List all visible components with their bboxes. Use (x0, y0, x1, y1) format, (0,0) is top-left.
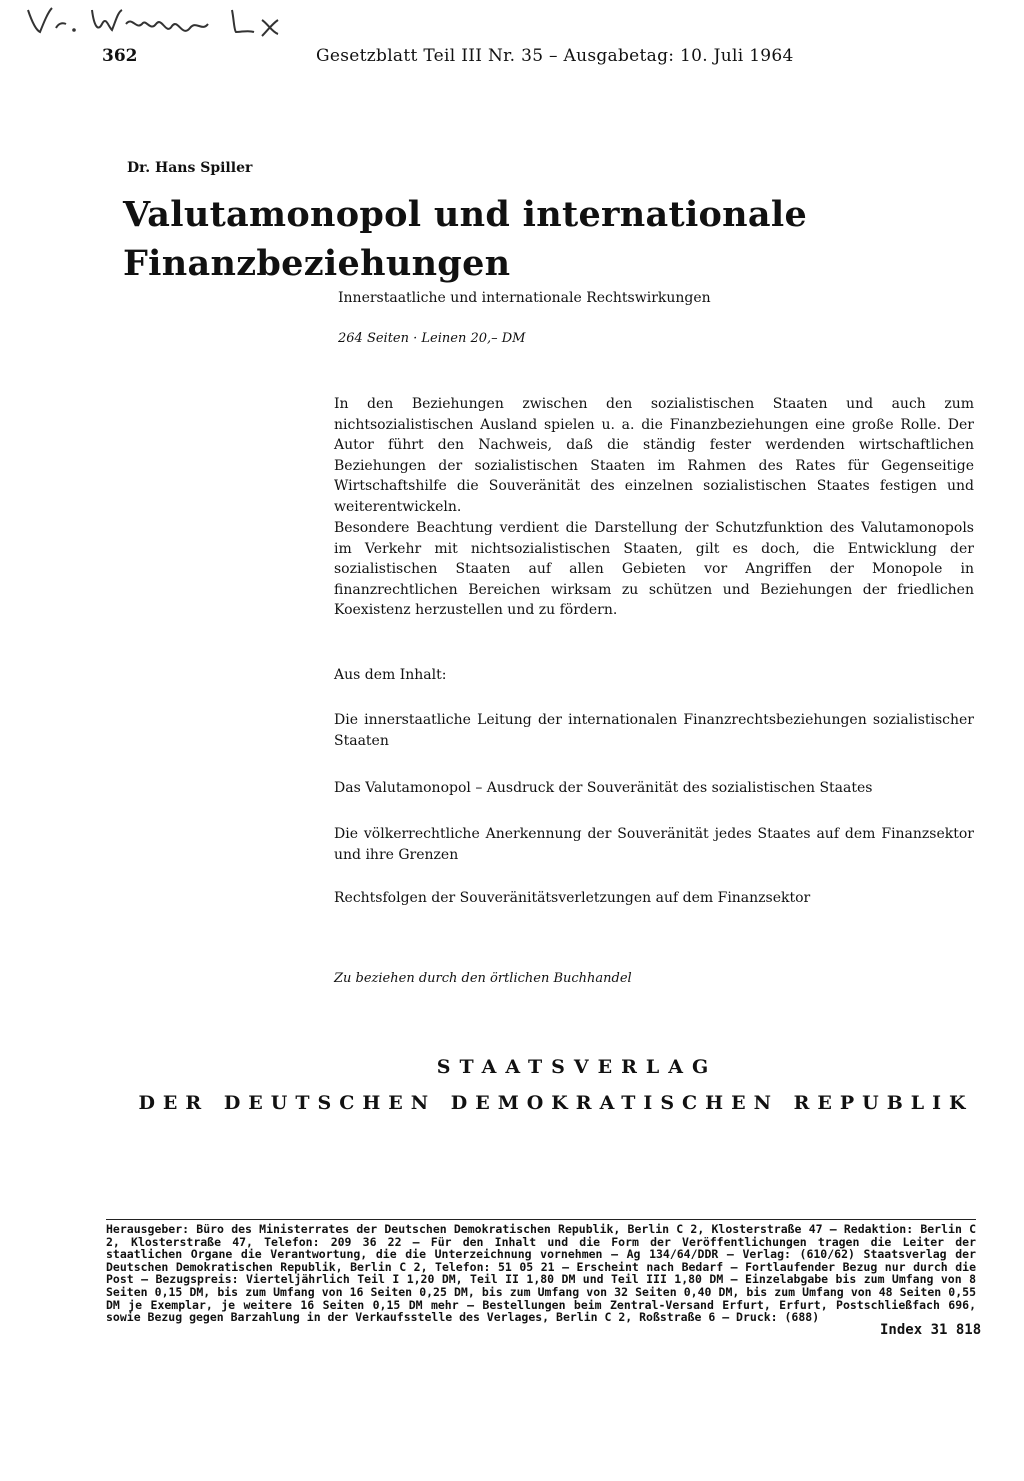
contents-item: Die innerstaatliche Leitung der internationalen Finanzrechtsbeziehungen sozialistischer Staaten (334, 712, 974, 749)
running-head: Gesetzblatt Teil III Nr. 35 – Ausgabetag: 10. Juli 1964 (316, 46, 794, 66)
index-number: Index 31 818 (880, 1322, 982, 1338)
description-paragraph-2: Besondere Beachtung verdient die Darstellung der Schutzfunktion des Valutamonopols im Verkehr mit nichtsozialistischen Staaten, gilt es doch, die Entwicklung der sozialistischen Staaten auf allen Gebieten vor Angriffen der Monopole in finanzrechtlichen Bereichen wirksam zu schützen und Beziehungen der friedlichen Koexistenz herzustellen und zu fördern. (334, 520, 974, 618)
footer-divider (106, 1219, 976, 1220)
contents-item: Das Valutamonopol – Ausdruck der Souveränität des sozialistischen Staates (334, 780, 873, 796)
description-paragraph-1: In den Beziehungen zwischen den sozialistischen Staaten und auch zum nichtsozialistischen Ausland spielen u. a. die Finanzbeziehungen eine große Rolle. Der Autor führt den Nachweis, daß die ständig fester werdenden wirtschaftlichen Beziehungen der sozialistischen Staaten im Rahmen des Rates für Gegenseitige Wirtschaftshilfe die Souveränität des einzelnen sozialistischen Staates festigen und weiterentwickeln. (334, 396, 974, 515)
distribution-note: Zu beziehen durch den örtlichen Buchhandel (334, 971, 632, 986)
contents-item: Die völkerrechtliche Anerkennung der Souveränität jedes Staates auf dem Finanzsektor und ihre Grenzen (334, 826, 974, 863)
book-title: Valutamonopol und internationale Finanzbeziehungen (123, 194, 808, 284)
book-subtitle: Innerstaatliche und internationale Rechtswirkungen (338, 290, 711, 306)
book-price: 264 Seiten · Leinen 20,– DM (338, 331, 526, 346)
page-number: 362 (102, 46, 138, 66)
contents-heading: Aus dem Inhalt: (334, 667, 447, 683)
handwritten-annotation (22, 2, 352, 42)
imprint-text: Herausgeber: Büro des Ministerrates der Deutschen Demokratischen Republik, Berlin C 2, Klosterstraße 47 – Redaktion: Berlin C 2, Klosterstraße 47, Telefon: 209 36 22 – Für den Inhalt und die Form der Veröffentlichungen tragen die Leiter der staatlichen Organe die Verantwortung, die die Unterzeichnung vornehmen – Ag 134/64/DDR – Verlag: (610/62) Staatsverlag der Deutschen Demokratischen Republik, Berlin C 2, Telefon: 51 05 21 – Erscheint nach Bedarf – Fortlaufender Bezug nur durch die Post – Bezugspreis: Vierteljährlich Teil I 1,20 DM, Teil II 1,80 DM und Teil III 1,80 DM – Einzelabgabe bis zum Umfang von 8 Seiten 0,15 DM, bis zum Umfang von 16 Seiten 0,25 DM, bis zum Umfang von 32 Seiten 0,40 DM, bis zum Umfang von 48 Seiten 0,55 DM je Exemplar, je weitere 16 Seiten 0,15 DM mehr – Bestellungen beim Zentral-Versand Erfurt, Erfurt, Postschließfach 696, sowie Bezug gegen Barzahlung in der Verkaufsstelle des Verlages, Berlin C 2, Roßstraße 6 – Druck: (688) (106, 1222, 976, 1325)
publisher-line-1: STAATSVERLAG (436, 1056, 718, 1078)
publisher-line-2: DER DEUTSCHEN DEMOKRATISCHEN REPUBLIK (138, 1092, 974, 1114)
author-name: Dr. Hans Spiller (127, 160, 253, 176)
contents-item: Rechtsfolgen der Souveränitätsverletzungen auf dem Finanzsektor (334, 890, 811, 906)
